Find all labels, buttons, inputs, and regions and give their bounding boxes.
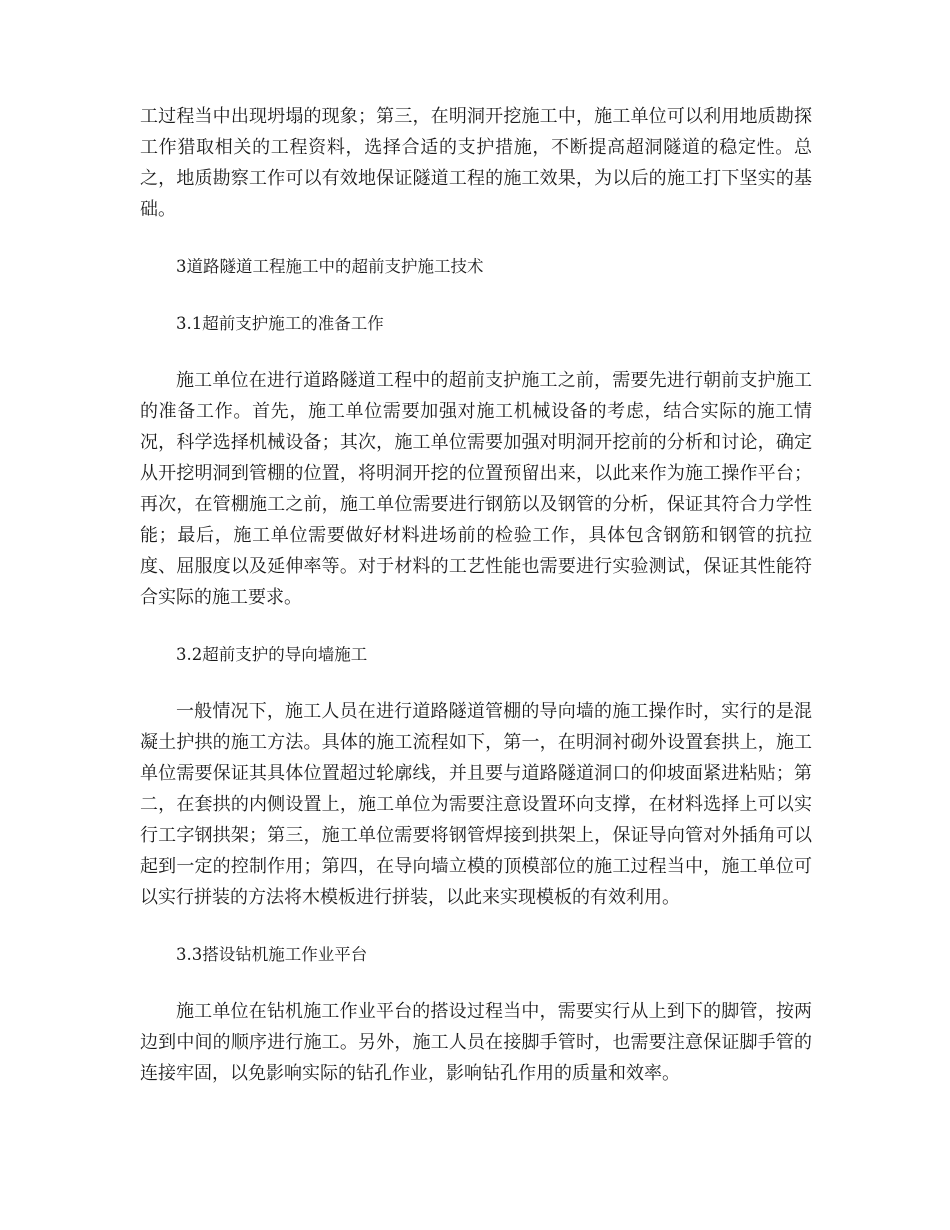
body-paragraph: 工过程当中出现坍塌的现象；第三，在明洞开挖施工中，施工单位可以利用地质勘探工作猎取相关的工程资料，选择合适的支护措施，不断提高超洞隧道的稳定性。总之，地质勘察工作可以有效地保证隧道工程的施工效果，为以后的施工打下坚实的基础。 [140, 106, 812, 220]
subsection-heading: 3.3搭设钻机施工作业平台 [176, 945, 368, 964]
body-paragraph: 一般情况下，施工人员在进行道路隧道管棚的导向墙的施工操作时，实行的是混凝土护拱的施工方法。具体的施工流程如下，第一，在明洞衬砌外设置套拱上，施工单位需要保证其具体位置超过轮廓线，并且要与道路隧道洞口的仰坡面紧进粘贴；第二，在套拱的内侧设置上，施工单位为需要注意设置环向支撑，在材料选择上可以实行工字钢拱架；第三，施工单位需要将钢管焊接到拱架上，保证导向管对外插角可以起到一定的控制作用；第四，在导向墙立模的顶模部位的施工过程当中，施工单位可以实行拼装的方法将木模板进行拼装，以此来实现模板的有效利用。 [140, 701, 812, 908]
body-paragraph: 施工单位在进行道路隧道工程中的超前支护施工之前，需要先进行朝前支护施工的准备工作。首先，施工单位需要加强对施工机械设备的考虑，结合实际的施工情况，科学选择机械设备；其次，施工单位需要加强对明洞开挖前的分析和讨论，确定从开挖明洞到管棚的位置，将明洞开挖的位置预留出来，以此来作为施工操作平台；再次，在管棚施工之前，施工单位需要进行钢筋以及钢管的分析，保证其符合力学性能；最后，施工单位需要做好材料进场前的检验工作，具体包含钢筋和钢管的抗拉度、屈服度以及延伸率等。对于材料的工艺性能也需要进行实验测试，保证其性能符合实际的施工要求。 [140, 370, 812, 608]
section-heading: 3道路隧道工程施工中的超前支护施工技术 [176, 257, 484, 276]
document-page [140, 101, 812, 1115]
body-paragraph: 施工单位在钻机施工作业平台的搭设过程当中，需要实行从上到下的脚管，按两边到中间的顺序进行施工。另外，施工人员在接脚手管时，也需要注意保证脚手管的连接牢固，以免影响实际的钻孔作业，影响钻孔作用的质量和效率。 [140, 1001, 812, 1084]
subsection-heading: 3.2超前支护的导向墙施工 [176, 645, 368, 664]
subsection-heading: 3.1超前支护施工的准备工作 [176, 314, 384, 333]
